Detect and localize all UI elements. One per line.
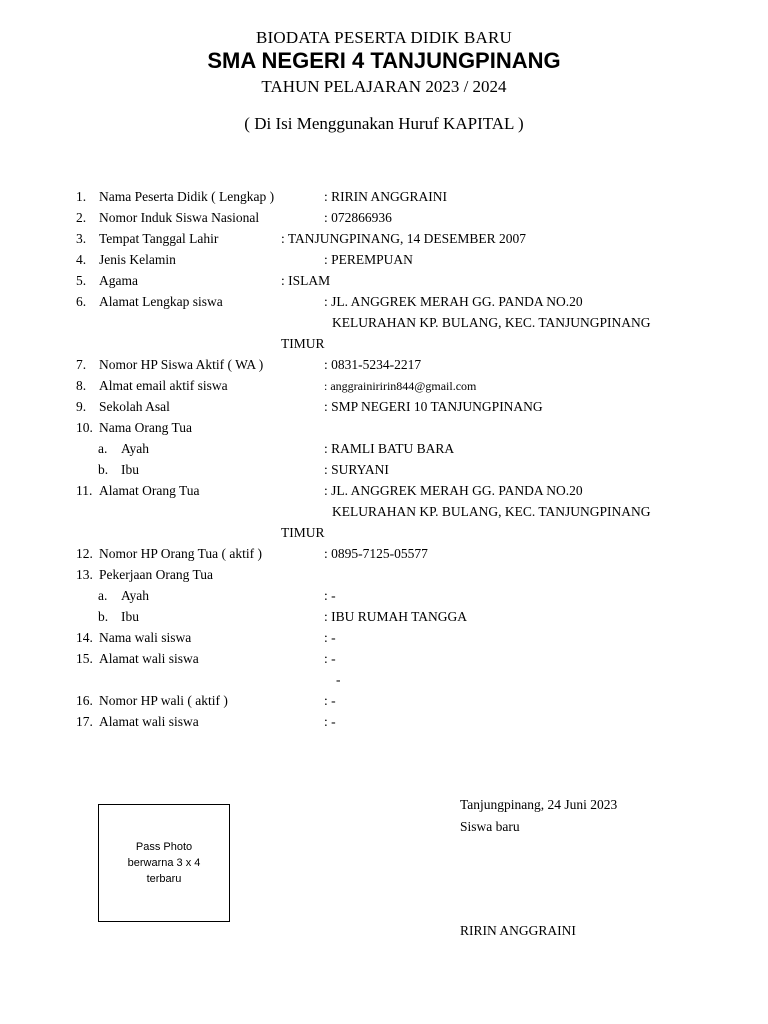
- fill-instruction: ( Di Isi Menggunakan Huruf KAPITAL ): [244, 114, 524, 133]
- field-label: Tempat Tanggal Lahir: [99, 231, 219, 246]
- field-value: : JL. ANGGREK MERAH GG. PANDA NO.20: [324, 483, 583, 498]
- field-number: 14.: [76, 630, 93, 645]
- photo-caption-line2: berwarna 3 x 4: [127, 857, 201, 869]
- field-number: 1.: [76, 189, 87, 204]
- field-value: : TANJUNGPINANG, 14 DESEMBER 2007: [281, 231, 527, 246]
- field-number: 16.: [76, 693, 93, 708]
- field-value: : JL. ANGGREK MERAH GG. PANDA NO.20: [324, 294, 583, 309]
- field-label: Nama wali siswa: [99, 630, 192, 645]
- field-number: 5.: [76, 273, 87, 288]
- field-label: Nomor HP wali ( aktif ): [99, 693, 228, 708]
- field-number: 6.: [76, 294, 87, 309]
- field-value: : 072866936: [324, 210, 392, 225]
- sub-label: Ayah: [121, 441, 150, 456]
- sub-label: Ibu: [121, 609, 139, 624]
- field-number: 7.: [76, 357, 87, 372]
- photo-caption-line1: Pass Photo: [135, 841, 193, 853]
- field-label: Alamat wali siswa: [99, 651, 199, 666]
- field-label: Nomor HP Siswa Aktif ( WA ): [99, 357, 264, 372]
- field-number: 13.: [76, 567, 93, 582]
- field-label: Nama Orang Tua: [99, 420, 192, 435]
- email-value: : anggrainiririn844@gmail.com: [324, 379, 477, 393]
- field-number: 15.: [76, 651, 93, 666]
- academic-year: TAHUN PELAJARAN 2023 / 2024: [261, 77, 507, 96]
- field-number: 3.: [76, 231, 87, 246]
- field-label: Alamat Lengkap siswa: [99, 294, 223, 309]
- field-number: 8.: [76, 378, 87, 393]
- field-label: Nomor HP Orang Tua ( aktif ): [99, 546, 262, 561]
- sub-label: Ayah: [121, 588, 150, 603]
- form-title: BIODATA PESERTA DIDIK BARU: [256, 28, 512, 47]
- field-value: : 0895-7125-05577: [324, 546, 428, 561]
- field-number: 11.: [76, 483, 93, 498]
- field-number: 12.: [76, 546, 93, 561]
- field-value-line2: KELURAHAN KP. BULANG, KEC. TANJUNGPINANG: [332, 315, 651, 330]
- signature-name: RIRIN ANGGRAINI: [460, 923, 576, 938]
- sub-number: a.: [98, 441, 108, 456]
- signature-place-date: Tanjungpinang, 24 Juni 2023: [460, 797, 618, 812]
- field-value: : -: [324, 651, 336, 666]
- field-value: : ISLAM: [281, 273, 331, 288]
- field-label: Pekerjaan Orang Tua: [99, 567, 213, 582]
- sub-value: : SURYANI: [324, 462, 389, 477]
- field-value-line3: TIMUR: [281, 525, 325, 540]
- field-label: Almat email aktif siswa: [99, 378, 228, 393]
- sub-number: a.: [98, 588, 108, 603]
- sub-value: : IBU RUMAH TANGGA: [324, 609, 468, 624]
- field-label: Jenis Kelamin: [99, 252, 176, 267]
- field-number: 10.: [76, 420, 93, 435]
- field-value-line2: KELURAHAN KP. BULANG, KEC. TANJUNGPINANG: [332, 504, 651, 519]
- sub-number: b.: [98, 609, 109, 624]
- field-label: Nomor Induk Siswa Nasional: [99, 210, 260, 225]
- field-value-line2: -: [336, 672, 341, 687]
- field-number: 4.: [76, 252, 87, 267]
- field-number: 2.: [76, 210, 87, 225]
- field-value: : PEREMPUAN: [324, 252, 413, 267]
- sub-value: : RAMLI BATU BARA: [324, 441, 455, 456]
- field-number: 9.: [76, 399, 87, 414]
- sub-number: b.: [98, 462, 109, 477]
- signature-role: Siswa baru: [460, 819, 520, 834]
- field-number: 17.: [76, 714, 93, 729]
- sub-label: Ibu: [121, 462, 139, 477]
- field-value: : -: [324, 714, 336, 729]
- photo-caption-line3: terbaru: [146, 873, 182, 885]
- field-value: : RIRIN ANGGRAINI: [324, 189, 447, 204]
- school-name: SMA NEGERI 4 TANJUNGPINANG: [207, 48, 561, 73]
- field-value-line3: TIMUR: [281, 336, 325, 351]
- field-value: : -: [324, 693, 336, 708]
- field-label: Nama Peserta Didik ( Lengkap ): [99, 189, 275, 204]
- field-label: Agama: [99, 273, 138, 288]
- field-value: : SMP NEGERI 10 TANJUNGPINANG: [324, 399, 543, 414]
- sub-value: : -: [324, 588, 336, 603]
- field-label: Alamat wali siswa: [99, 714, 199, 729]
- field-label: Sekolah Asal: [99, 399, 170, 414]
- field-label: Alamat Orang Tua: [99, 483, 200, 498]
- field-value: : -: [324, 630, 336, 645]
- field-value: : 0831-5234-2217: [324, 357, 422, 372]
- photo-placeholder: [98, 804, 230, 922]
